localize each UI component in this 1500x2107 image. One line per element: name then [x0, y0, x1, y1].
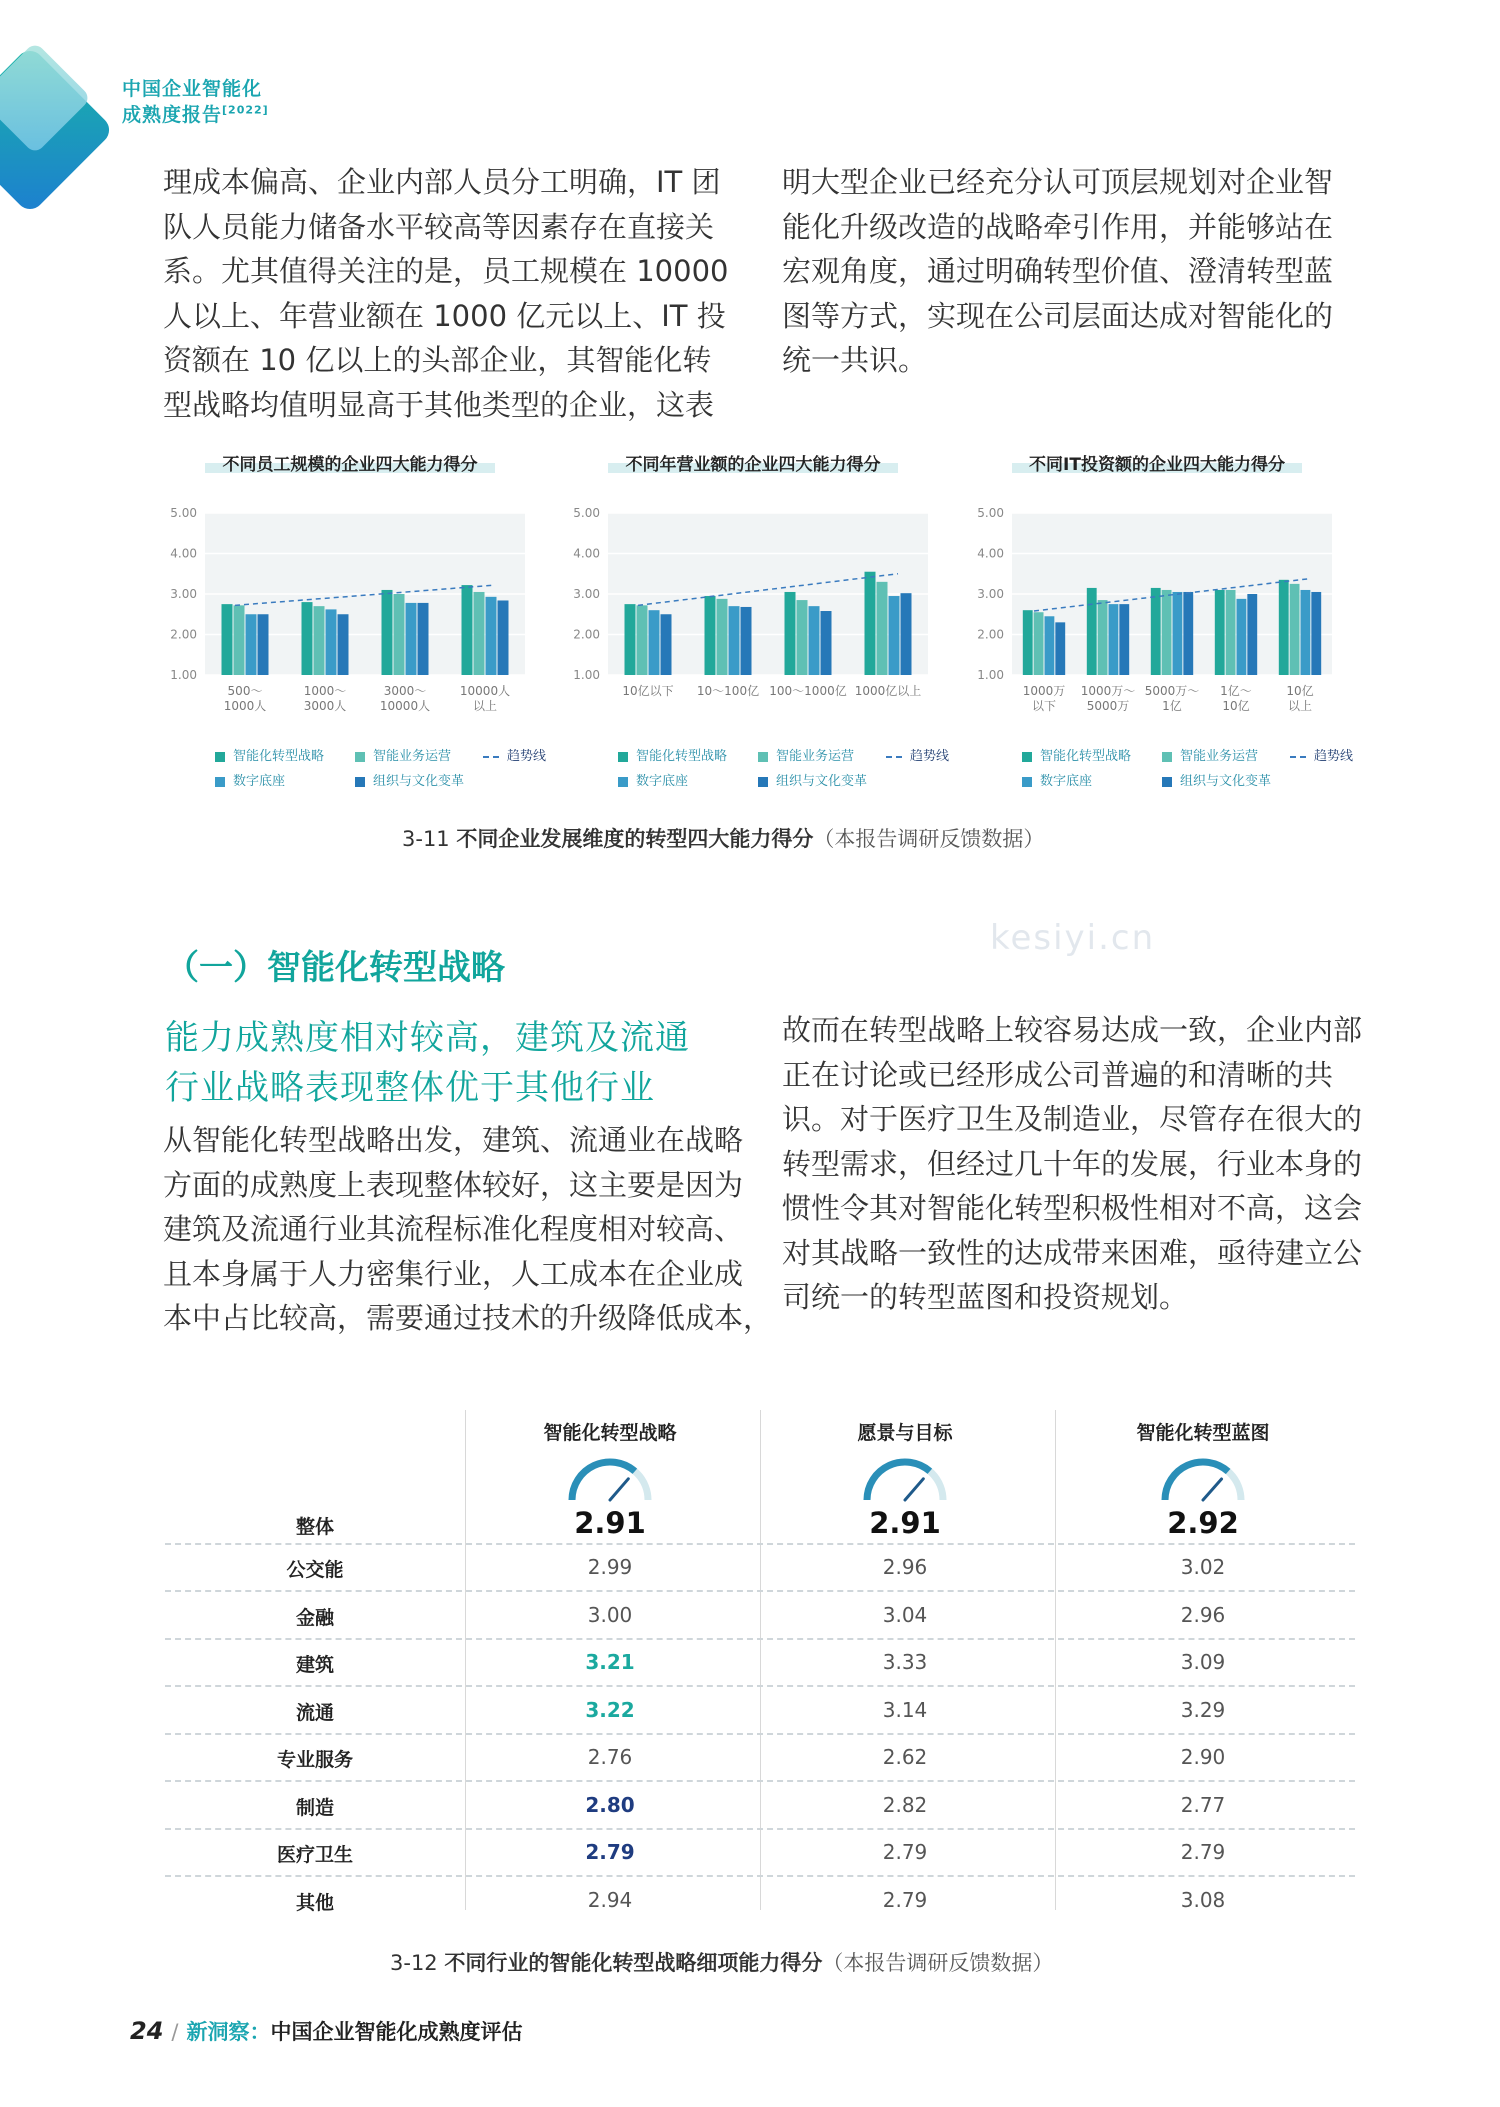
bar-2 [637, 605, 648, 675]
legend-item-strategy [618, 745, 727, 764]
legend-item-strategy [1022, 745, 1131, 764]
text-line: 转型需求，但经过几十年的发展，行业本身的 [782, 1146, 1363, 1181]
bar-1 [1151, 588, 1161, 675]
x-tick-label: 以上 [1287, 699, 1313, 713]
y-tick-label: 1.00 [170, 668, 197, 682]
row-label: 制造 [295, 1796, 334, 1819]
row-label: 公交能 [286, 1559, 344, 1581]
figure-caption-3-12 [390, 1947, 1053, 1977]
x-tick-label: 100～1000亿 [769, 684, 847, 698]
chart-title: 不同IT投资额的企业四大能力得分 [1029, 455, 1285, 475]
caption-source: （本报告调研反馈数据） [813, 827, 1045, 851]
legend-label: 趋势线 [507, 749, 547, 764]
x-tick-label: 3000～ [383, 684, 427, 698]
legend-item-trend [483, 745, 546, 764]
legend-dash-swatch [1290, 756, 1306, 758]
score-cell: 2.96 [882, 1555, 928, 1579]
text-line: 资额在 10 亿以上的头部企业，其智能化转 [163, 343, 712, 377]
bar-2 [314, 606, 325, 675]
bar-4 [741, 607, 752, 675]
legend-item-strategy [215, 745, 324, 764]
bar-4 [1311, 592, 1321, 675]
legend-swatch [758, 752, 768, 762]
x-tick-label: 1000万～ [1080, 684, 1136, 698]
score-cell: 3.29 [1180, 1697, 1226, 1722]
legend-label: 数字底座 [1040, 774, 1093, 789]
bar-2 [797, 600, 808, 675]
bar-4 [1247, 594, 1257, 675]
footer-separator: / [171, 2020, 179, 2044]
bar-3 [1301, 590, 1311, 675]
score-cell: 2.77 [1180, 1792, 1226, 1817]
report-year: [2022] [222, 103, 269, 117]
legend-item-org [355, 770, 464, 789]
bar-2 [394, 594, 405, 675]
gauge-icon [565, 1452, 655, 1506]
body-paragraph-left [163, 1118, 773, 1341]
bar-4 [418, 603, 429, 675]
score-cell: 2.79 [1180, 1840, 1226, 1864]
score-cell: 2.96 [1180, 1602, 1226, 1627]
score-cell: 2.79 [882, 1840, 928, 1864]
bar-3 [1045, 616, 1055, 675]
bar-2 [717, 599, 728, 675]
legend-dash-swatch [483, 756, 499, 758]
x-tick-label: 1000亿以上 [854, 684, 922, 698]
report-brand-line1: 中国企业智能化 [122, 78, 263, 100]
bar-3 [406, 603, 417, 675]
text-line: 明大型企业已经充分认可顶层规划对企业智 [782, 165, 1334, 199]
legend-label: 组织与文化变革 [1180, 774, 1272, 789]
legend-label: 数字底座 [233, 774, 286, 789]
gauge-icon [1158, 1452, 1248, 1506]
text-line: 队人员能力储备水平较高等因素存在直接关 [163, 209, 715, 244]
row-separator [165, 1638, 1355, 1640]
row-label: 其他 [295, 1891, 334, 1914]
chart-title: 不同年营业额的企业四大能力得分 [625, 455, 881, 475]
row-label: 金融 [295, 1606, 334, 1629]
bar-4 [1055, 622, 1065, 675]
row-separator [165, 1828, 1355, 1830]
bar-1 [1215, 590, 1225, 675]
legend-item-ops [1162, 745, 1258, 764]
legend-label: 组织与文化变革 [373, 774, 465, 789]
x-tick-label: 1000万 [1022, 684, 1066, 698]
legend-label: 智能业务运营 [776, 749, 855, 764]
overall-score: 2.91 [869, 1506, 941, 1540]
intro-paragraph-right [782, 160, 1362, 383]
bar-1 [1279, 580, 1289, 675]
bar-3 [1109, 604, 1119, 675]
bar-1 [705, 596, 716, 675]
x-tick-label: 1亿～ [1220, 684, 1252, 698]
footer-prefix: 新洞察： [186, 2020, 271, 2044]
caption-number: 3-11 [402, 827, 450, 851]
text-line: 图等方式，实现在公司层面达成对智能化的 [782, 298, 1334, 333]
gauge-needle [905, 1479, 923, 1500]
chart-title: 不同员工规模的企业四大能力得分 [222, 455, 478, 475]
legend-item-ops [758, 745, 854, 764]
row-separator [165, 1875, 1355, 1877]
x-tick-label: 10亿 [1286, 684, 1314, 698]
caption-title: 不同企业发展维度的转型四大能力得分 [456, 827, 814, 851]
caption-title: 不同行业的智能化转型战略细项能力得分 [444, 1951, 823, 1975]
y-tick-label: 4.00 [977, 546, 1004, 561]
bar-3 [246, 614, 257, 675]
score-cell: 2.82 [882, 1792, 928, 1817]
gauge-icon [860, 1452, 950, 1506]
text-line: 本中占比较高，需要通过技术的升级降低成本， [163, 1301, 773, 1335]
row-separator [165, 1780, 1355, 1782]
page-number: 24 [130, 2017, 164, 2045]
legend-swatch [215, 752, 225, 762]
column-separator [760, 1410, 761, 1910]
figure-caption-3-11 [402, 823, 1044, 853]
page-footer [130, 2016, 522, 2046]
body-paragraph-right [782, 1008, 1362, 1320]
intro-paragraph-left [163, 160, 743, 427]
legend-label: 智能化转型战略 [636, 749, 728, 764]
bar-3 [326, 609, 337, 675]
score-cell: 3.08 [1180, 1887, 1226, 1912]
caption-number: 3-12 [390, 1951, 438, 1975]
score-cell: 3.22 [585, 1697, 635, 1722]
bar-1 [865, 572, 876, 675]
bar-1 [382, 590, 393, 675]
legend-item-platform [215, 770, 285, 789]
bar-1 [785, 592, 796, 675]
x-tick-label: 1000人 [223, 699, 267, 713]
score-cell: 2.90 [1180, 1745, 1226, 1769]
watermark: kesiyi.cn [990, 918, 1156, 958]
x-tick-label: 10～100亿 [696, 684, 760, 698]
gauge-track [572, 1462, 648, 1500]
caption-source: （本报告调研反馈数据） [822, 1951, 1054, 1975]
bar-1 [1023, 610, 1033, 675]
score-cell: 2.76 [587, 1745, 633, 1769]
bar-1 [1087, 588, 1097, 675]
text-line: 正在讨论或已经形成公司普遍的和清晰的共 [782, 1057, 1334, 1092]
column-header: 智能化转型战略 [543, 1422, 677, 1444]
x-tick-label: 1000～ [303, 684, 347, 698]
y-tick-label: 5.00 [977, 506, 1004, 520]
text-line: 型战略均值明显高于其他类型的企业，这表 [163, 387, 715, 422]
legend-swatch [355, 777, 365, 787]
row-separator [165, 1685, 1355, 1687]
score-cell: 3.02 [1180, 1555, 1226, 1579]
bar-2 [234, 605, 245, 675]
x-tick-label: 10000人 [459, 684, 511, 698]
legend-label: 智能化转型战略 [1040, 749, 1132, 764]
bar-3 [486, 597, 497, 675]
text-line: 故而在转型战略上较容易达成一致，企业内部 [782, 1013, 1363, 1047]
row-label: 专业服务 [276, 1749, 353, 1771]
text-line: 司统一的转型蓝图和投资规划。 [782, 1280, 1189, 1314]
row-separator [165, 1590, 1355, 1592]
column-separator [1055, 1410, 1056, 1910]
legend-swatch [1162, 752, 1172, 762]
bar-4 [1119, 604, 1129, 675]
overall-score: 2.91 [574, 1506, 646, 1540]
y-tick-label: 5.00 [573, 506, 600, 520]
score-cell: 3.14 [882, 1697, 928, 1722]
legend-swatch [215, 777, 225, 787]
row-label: 医疗卫生 [276, 1844, 353, 1866]
legend-swatch [618, 777, 628, 787]
text-line: 且本身属于人力密集行业，人工成本在企业成 [163, 1256, 744, 1291]
score-cell: 3.04 [882, 1602, 928, 1627]
legend-item-platform [618, 770, 688, 789]
legend-label: 趋势线 [1314, 749, 1354, 764]
x-tick-label: 5000万 [1086, 699, 1130, 713]
legend-label: 趋势线 [910, 749, 950, 764]
x-tick-label: 10亿以下 [622, 684, 674, 698]
y-tick-label: 5.00 [170, 506, 197, 520]
legend-item-org [1162, 770, 1271, 789]
legend-label: 组织与文化变革 [776, 774, 868, 789]
bar-4 [338, 614, 349, 675]
bar-1 [222, 604, 233, 675]
score-cell: 2.62 [882, 1745, 928, 1769]
score-cell: 2.79 [882, 1887, 928, 1912]
legend-swatch [1022, 752, 1032, 762]
bar-3 [809, 606, 820, 675]
bar-2 [1226, 590, 1236, 675]
bar-4 [821, 611, 832, 675]
bar-4 [498, 600, 509, 675]
row-separator [165, 1733, 1355, 1735]
legend-label: 智能化转型战略 [233, 749, 325, 764]
legend-label: 智能业务运营 [1180, 749, 1259, 764]
column-separator [465, 1410, 466, 1910]
legend-item-platform [1022, 770, 1092, 789]
bar-3 [889, 596, 900, 675]
y-tick-label: 2.00 [573, 627, 600, 642]
legend-swatch [355, 752, 365, 762]
text-line: 理成本偏高、企业内部人员分工明确，IT 团 [163, 165, 721, 199]
y-tick-label: 3.00 [977, 587, 1004, 601]
bar-2 [877, 582, 888, 675]
bar-4 [661, 614, 672, 675]
bar-chart [972, 495, 1342, 755]
bar-2 [1098, 600, 1108, 675]
bar-2 [1162, 590, 1172, 675]
x-tick-label: 以上 [472, 699, 498, 713]
text-line: 系。尤其值得关注的是，员工规模在 10000 [163, 254, 729, 288]
text-line: 统一共识。 [782, 343, 928, 377]
section-subtitle-line2: 行业战略表现整体优于其他行业 [165, 1068, 655, 1108]
x-tick-label: 10亿 [1222, 699, 1250, 713]
score-cell: 3.09 [1180, 1650, 1226, 1674]
legend-swatch [1022, 777, 1032, 787]
legend-swatch [758, 777, 768, 787]
x-tick-label: 5000万～ [1144, 684, 1200, 698]
x-tick-label: 1亿 [1162, 699, 1182, 713]
gauge-track [1165, 1462, 1241, 1500]
row-separator [165, 1543, 1355, 1545]
column-header: 愿景与目标 [857, 1422, 953, 1444]
score-cell: 2.80 [585, 1792, 635, 1817]
legend-swatch [1162, 777, 1172, 787]
gauge-needle [1203, 1479, 1222, 1500]
legend-item-trend [886, 745, 949, 764]
legend-item-org [758, 770, 867, 789]
text-line: 惯性令其对智能化转型积极性相对不高，这会 [782, 1191, 1363, 1225]
legend-item-trend [1290, 745, 1353, 764]
gauge-needle [610, 1479, 628, 1500]
text-line: 宏观角度，通过明确转型价值、澄清转型蓝 [782, 254, 1334, 288]
legend-swatch [618, 752, 628, 762]
text-line: 从智能化转型战略出发，建筑、流通业在战略 [163, 1123, 744, 1157]
text-line: 识。对于医疗卫生及制造业，尽管存在很大的 [782, 1102, 1363, 1136]
row-label-overall: 整体 [295, 1516, 334, 1538]
bar-4 [901, 593, 912, 675]
bar-1 [625, 604, 636, 675]
legend-label: 数字底座 [636, 774, 689, 789]
text-line: 方面的成熟度上表现整体较好，这主要是因为 [163, 1167, 744, 1202]
overall-score: 2.92 [1167, 1506, 1239, 1540]
row-label: 流通 [295, 1701, 334, 1724]
y-tick-label: 4.00 [573, 546, 600, 561]
score-cell: 2.99 [587, 1555, 633, 1579]
text-line: 建筑及流通行业其流程标准化程度相对较高、 [163, 1212, 744, 1246]
y-tick-label: 3.00 [170, 587, 197, 601]
y-tick-label: 3.00 [573, 587, 600, 601]
text-line: 对其战略一致性的达成带来困难，亟待建立公 [782, 1235, 1363, 1270]
section-subtitle-line1: 能力成熟度相对较高，建筑及流通 [165, 1018, 690, 1058]
bar-3 [649, 610, 660, 675]
x-tick-label: 以下 [1031, 699, 1057, 713]
y-tick-label: 1.00 [977, 668, 1004, 682]
score-cell: 2.94 [587, 1887, 633, 1912]
bar-4 [1183, 592, 1193, 675]
bar-chart [165, 495, 535, 755]
y-tick-label: 4.00 [170, 546, 197, 561]
legend-item-ops [355, 745, 451, 764]
gauge-track [867, 1462, 943, 1500]
legend-dash-swatch [886, 756, 902, 758]
text-line: 人以上、年营业额在 1000 亿元以上、IT 投 [163, 298, 726, 333]
legend-label: 智能业务运营 [373, 749, 452, 764]
bar-2 [474, 592, 485, 675]
x-tick-label: 3000人 [303, 699, 347, 713]
y-tick-label: 2.00 [170, 627, 197, 642]
bar-1 [302, 602, 313, 675]
footer-title: 中国企业智能化成熟度评估 [270, 2020, 523, 2044]
bar-3 [729, 606, 740, 675]
bar-3 [1237, 599, 1247, 675]
score-cell: 3.00 [587, 1602, 633, 1627]
x-tick-label: 10000人 [379, 699, 431, 713]
bar-2 [1034, 612, 1044, 675]
section-title: （一）智能化转型战略 [165, 948, 505, 988]
x-tick-label: 500～ [227, 684, 263, 698]
text-line: 能化升级改造的战略牵引作用，并能够站在 [782, 209, 1334, 244]
row-label: 建筑 [295, 1654, 334, 1676]
y-tick-label: 1.00 [573, 668, 600, 682]
y-tick-label: 2.00 [977, 627, 1004, 642]
bar-1 [462, 585, 473, 675]
score-cell: 3.33 [882, 1650, 928, 1674]
score-cell: 2.79 [585, 1840, 635, 1864]
score-cell: 3.21 [585, 1650, 635, 1674]
bar-chart [568, 495, 938, 755]
bar-4 [258, 614, 269, 675]
bar-2 [1290, 584, 1300, 675]
bar-3 [1173, 592, 1183, 675]
column-header: 智能化转型蓝图 [1136, 1422, 1270, 1444]
report-brand-line2: 成熟度报告[2022] [122, 103, 269, 126]
